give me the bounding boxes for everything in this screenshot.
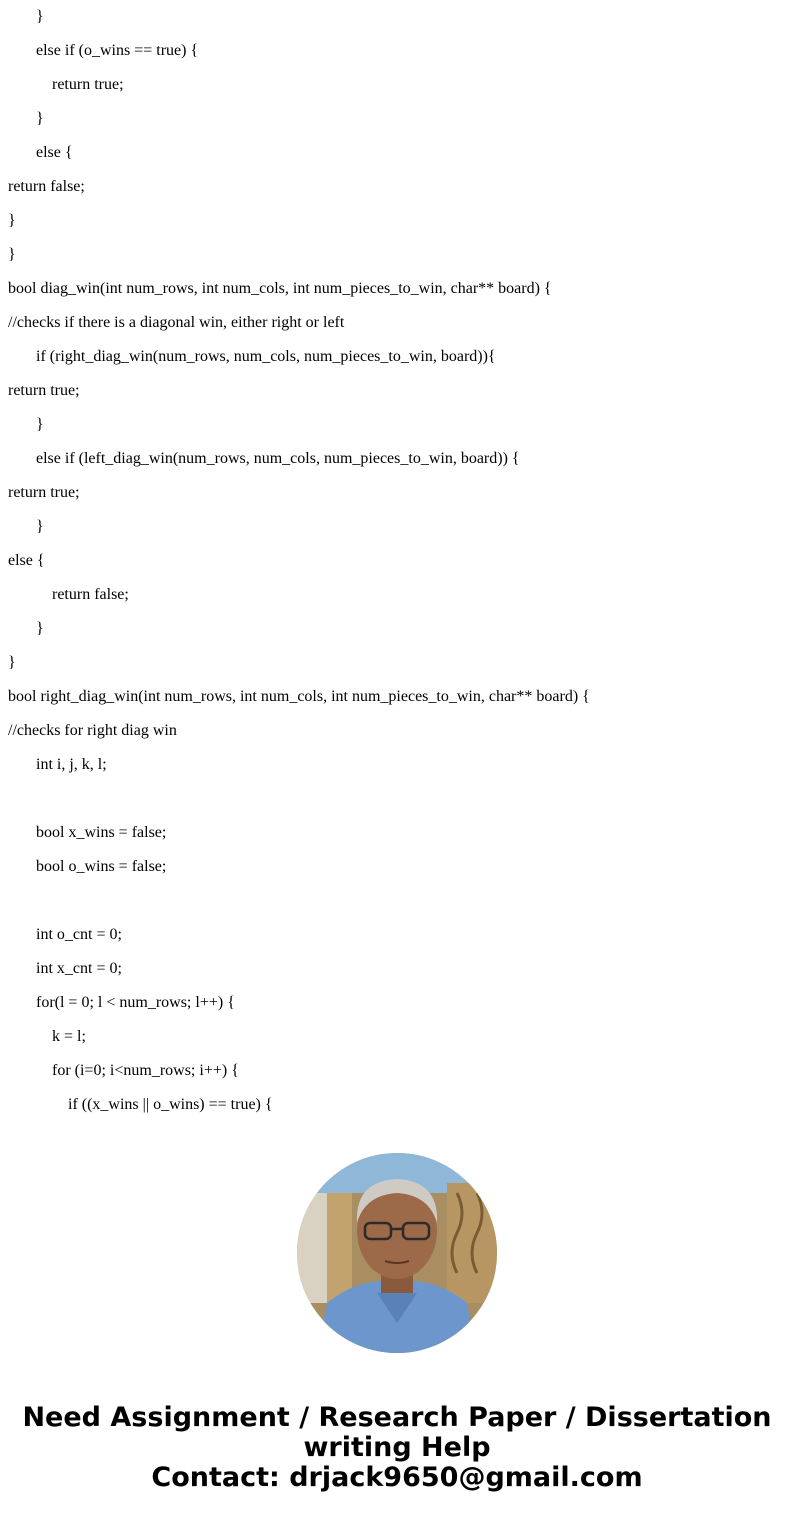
code-line: int x_cnt = 0;: [36, 960, 122, 977]
code-line: if ((x_wins || o_wins) == true) {: [68, 1096, 273, 1113]
code-line: //checks for right diag win: [8, 722, 177, 739]
code-line: bool x_wins = false;: [36, 824, 167, 841]
code-line: return true;: [52, 76, 124, 93]
code-line: }: [8, 654, 16, 671]
code-line: return false;: [8, 178, 85, 195]
footer-contact: [0, 1403, 794, 1493]
code-line: else {: [36, 144, 73, 161]
code-line: }: [36, 620, 44, 637]
code-line: }: [36, 416, 44, 433]
code-line: }: [36, 518, 44, 535]
code-line: }: [36, 8, 44, 25]
code-line: }: [36, 110, 44, 127]
code-line: bool o_wins = false;: [36, 858, 167, 875]
code-line: else {: [8, 552, 45, 569]
footer-contact-email: Contact: drjack9650@gmail.com: [151, 1462, 643, 1493]
code-line: for(l = 0; l < num_rows; l++) {: [36, 994, 235, 1011]
code-line: int o_cnt = 0;: [36, 926, 122, 943]
code-line: return true;: [8, 484, 80, 501]
author-photo: [297, 1153, 497, 1353]
code-line: else if (left_diag_win(num_rows, num_cols, num_pieces_to_win, board)) {: [36, 450, 520, 467]
code-line: return true;: [8, 382, 80, 399]
code-line: bool right_diag_win(int num_rows, int num_cols, int num_pieces_to_win, char** board) {: [8, 688, 590, 705]
footer-line-1: Need Assignment / Research Paper / Dissertation: [22, 1402, 772, 1433]
code-line: bool diag_win(int num_rows, int num_cols, int num_pieces_to_win, char** board) {: [8, 280, 552, 297]
code-line: }: [8, 212, 16, 229]
footer-line-2: writing Help: [303, 1432, 491, 1463]
author-avatar: [297, 1153, 497, 1353]
code-line: else if (o_wins == true) {: [36, 42, 199, 59]
code-line: }: [8, 246, 16, 263]
code-line: //checks if there is a diagonal win, either right or left: [8, 314, 345, 331]
code-line: for (i=0; i<num_rows; i++) {: [52, 1062, 239, 1079]
code-line: if (right_diag_win(num_rows, num_cols, num_pieces_to_win, board)){: [36, 348, 496, 365]
code-line: return false;: [52, 586, 129, 603]
code-line: int i, j, k, l;: [36, 756, 107, 773]
code-line: k = l;: [52, 1028, 86, 1045]
